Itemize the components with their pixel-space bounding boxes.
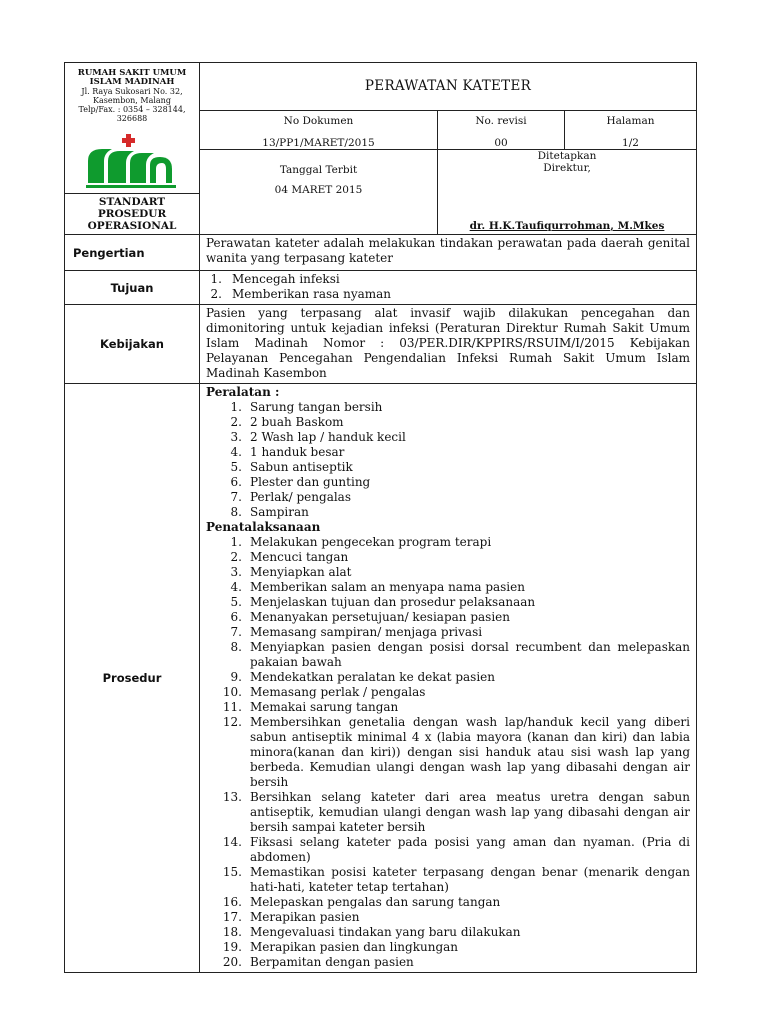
hospital-phone-line1: Telp/Fax. : 0354 – 328144, bbox=[78, 105, 186, 114]
tujuan-list bbox=[206, 272, 690, 302]
sop-label-cell bbox=[65, 194, 200, 235]
list-item: 13. Bersihkan selang kateter dari area meatus uretra dengan sabun antiseptik, kemudian ulangi dengan wash lap yang dibasahi dengan air bersih sampai kateter bersih bbox=[222, 790, 691, 834]
pengertian-label: Pengertian bbox=[65, 235, 200, 271]
hospital-address-line1: Jl. Raya Sukosari No. 32, bbox=[81, 87, 183, 96]
list-item: 15. Memastikan posisi kateter terpasang dengan benar (menarik dengan hati-hati, kateter tetap tertahan) bbox=[222, 865, 691, 894]
hospital-name-line1: RUMAH SAKIT UMUM bbox=[77, 68, 187, 78]
list-item: 8. Sampiran bbox=[230, 505, 309, 519]
penatalaksanaan-list bbox=[206, 535, 690, 970]
issue-date-label: Tanggal Terbit bbox=[279, 164, 358, 176]
document-title: PERAWATAN KATETER bbox=[200, 63, 697, 111]
hospital-name-line2: ISLAM MADINAH bbox=[89, 77, 175, 87]
penatalaksanaan-heading: Penatalaksanaan bbox=[206, 520, 321, 534]
list-item: 1. Mencegah infeksi bbox=[210, 272, 340, 286]
kebijakan-text: Pasien yang terpasang alat invasif wajib dilakukan pencegahan dan dimonitoring untuk kejadian infeksi (Peraturan Direktur Rumah Sakit Umum Islam Madinah Nomor : 03/PER.DIR/KPPIRS/RSUIM/I/2015 Kebijakan Pelayanan Pencegahan Pengendalian Infeksi Rumah Sakit Umum Islam Madinah Kasembon bbox=[200, 305, 697, 384]
doc-number-cell bbox=[200, 111, 438, 150]
list-item: 6. Plester dan gunting bbox=[230, 475, 371, 489]
approval-cell bbox=[438, 150, 697, 235]
sop-label-line1: STANDART bbox=[98, 196, 166, 208]
list-item: 5. Menjelaskan tujuan dan prosedur pelaksanaan bbox=[230, 595, 536, 609]
list-item: 14. Fiksasi selang kateter pada posisi yang aman dan nyaman. (Pria di abdomen) bbox=[222, 835, 691, 864]
list-item: 2. Memberikan rasa nyaman bbox=[210, 287, 392, 301]
peralatan-list bbox=[206, 400, 690, 520]
list-item: 1. Sarung tangan bersih bbox=[230, 400, 383, 414]
prosedur-content bbox=[200, 384, 697, 973]
list-item: 3. Menyiapkan alat bbox=[230, 565, 352, 579]
page-value: 1/2 bbox=[622, 137, 639, 149]
sop-label-line3: OPERASIONAL bbox=[87, 220, 177, 232]
page-cell bbox=[565, 111, 697, 150]
list-item: 10. Memasang perlak / pengalas bbox=[222, 685, 426, 699]
page-label: Halaman bbox=[606, 115, 655, 127]
kebijakan-label: Kebijakan bbox=[65, 305, 200, 384]
sop-document bbox=[64, 62, 696, 973]
revision-cell bbox=[438, 111, 565, 150]
list-item: 7. Perlak/ pengalas bbox=[230, 490, 351, 504]
list-item: 18. Mengevaluasi tindakan yang baru dilakukan bbox=[222, 925, 521, 939]
revision-label: No. revisi bbox=[475, 115, 527, 127]
list-item: 5. Sabun antiseptik bbox=[230, 460, 353, 474]
list-item: 17. Merapikan pasien bbox=[222, 910, 360, 924]
prosedur-label: Prosedur bbox=[65, 384, 200, 973]
hospital-phone-line2: 326688 bbox=[116, 114, 148, 123]
rsim-logo-icon bbox=[82, 131, 182, 193]
list-item: 4. Memberikan salam an menyapa nama pasien bbox=[230, 580, 525, 594]
sop-label-line2: PROSEDUR bbox=[97, 208, 167, 220]
list-item: 2. Mencuci tangan bbox=[230, 550, 349, 564]
list-item: 8. Menyiapkan pasien dengan posisi dorsal recumbent dan melepaskan pakaian bawah bbox=[230, 640, 691, 669]
pengertian-text: Perawatan kateter adalah melakukan tindakan perawatan pada daerah genital wanita yang terpasang kateter bbox=[200, 235, 697, 271]
doc-number-value: 13/PP1/MARET/2015 bbox=[262, 137, 375, 149]
doc-number-label: No Dokumen bbox=[283, 115, 354, 127]
list-item: 9. Mendekatkan peralatan ke dekat pasien bbox=[230, 670, 495, 684]
list-item: 6. Menanyakan persetujuan/ kesiapan pasien bbox=[230, 610, 510, 624]
director-name: dr. H.K.Taufiqurrohman, M.Mkes bbox=[469, 220, 665, 232]
list-item: 3. 2 Wash lap / handuk kecil bbox=[230, 430, 406, 444]
list-item: 19. Merapikan pasien dan lingkungan bbox=[222, 940, 459, 954]
list-item: 20. Berpamitan dengan pasien bbox=[222, 955, 414, 969]
list-item: 16. Melepaskan pengalas dan sarung tangan bbox=[222, 895, 501, 909]
issue-date-value: 04 MARET 2015 bbox=[274, 184, 363, 196]
hospital-header-cell bbox=[65, 63, 200, 194]
peralatan-heading: Peralatan : bbox=[206, 385, 280, 399]
issue-date-cell bbox=[200, 150, 438, 235]
list-item: 1. Melakukan pengecekan program terapi bbox=[230, 535, 492, 549]
list-item: 4. 1 handuk besar bbox=[230, 445, 345, 459]
tujuan-label: Tujuan bbox=[65, 271, 200, 305]
list-item: 12. Membersihkan genetalia dengan wash lap/handuk kecil yang diberi sabun antiseptik minimal 4 x (labia mayora (kanan dan kiri) dan labia minora(kanan dan kiri)) dengan sisi handuk atau sisi wash lap yang berbeda. Kemudian ulangi dengan wash lap yang dibasahi dengan air bersih bbox=[222, 715, 691, 789]
list-item: 7. Memasang sampiran/ menjaga privasi bbox=[230, 625, 483, 639]
list-item: 11. Memakai sarung tangan bbox=[222, 700, 399, 714]
revision-value: 00 bbox=[494, 137, 508, 149]
approval-label1: Ditetapkan bbox=[537, 150, 597, 162]
sop-table bbox=[64, 62, 697, 973]
hospital-address-line2: Kasembon, Malang bbox=[93, 96, 171, 105]
approval-label2: Direktur, bbox=[543, 162, 591, 174]
hospital-identity bbox=[65, 63, 199, 123]
list-item: 2. 2 buah Baskom bbox=[230, 415, 344, 429]
tujuan-content bbox=[200, 271, 697, 305]
